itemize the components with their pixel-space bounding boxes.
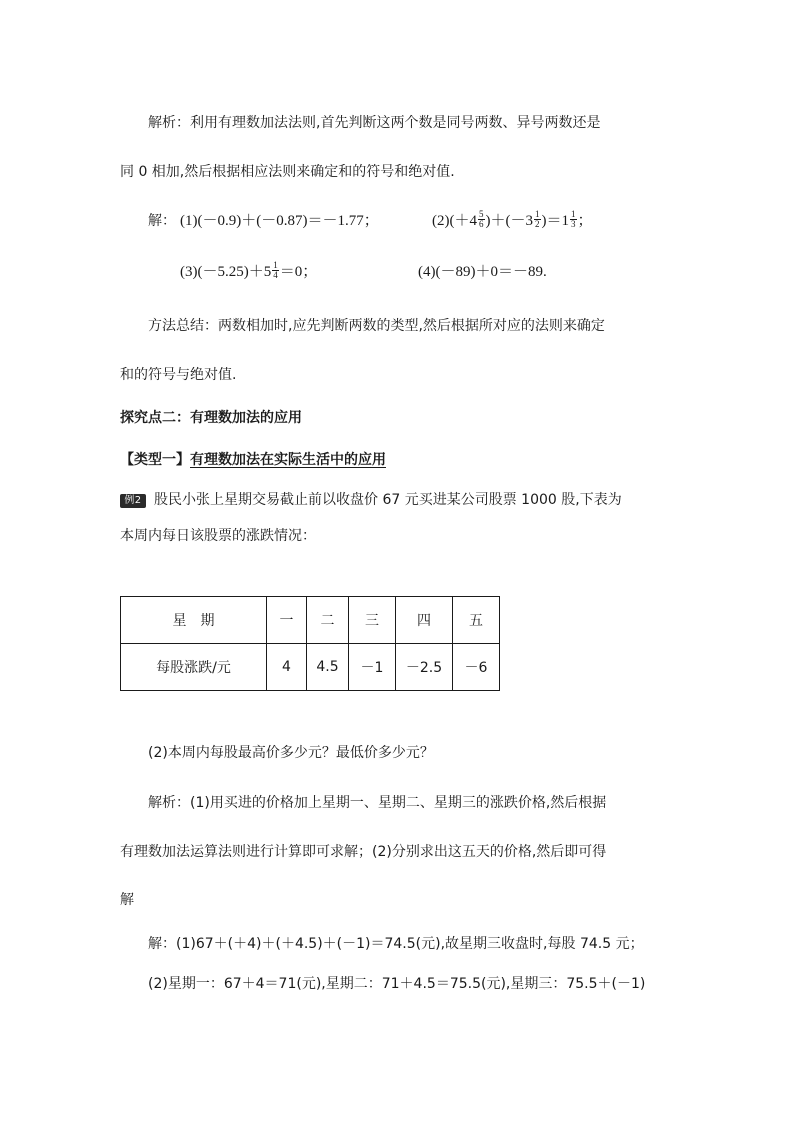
table-cell: 4.5 [307,644,349,691]
fraction-numerator: 1 [535,209,540,220]
analysis-line-2: 同 0 相加,然后根据相应法则来确定和的符号和绝对值. [120,164,455,180]
equation-3 [180,262,317,282]
solution2-line-1: 解：(1)67＋(＋4)＋(＋4.5)＋(－1)＝74.5(元),故星期三收盘时,每股 74.5 元； [148,936,644,952]
table-cell: 4 [267,644,307,691]
table-header-row [121,597,500,644]
equation-2-part: )＝1 [541,213,569,229]
fraction-denominator: 6 [479,219,484,230]
type-label: 【类型一】 [120,452,190,468]
equation-2-part: (2)(＋4 [432,213,477,229]
method-line-1: 方法总结：两数相加时,应先判断两数的类型,然后根据所对应的法则来确定 [148,318,605,334]
fraction-numerator: 1 [571,209,576,220]
stock-change-table [120,596,500,691]
table-cell: －6 [453,644,500,691]
fraction-denominator: 4 [273,270,278,281]
example-line-1 [120,490,622,510]
solution-label: 解： [148,213,176,229]
table-cell: 二 [307,597,349,644]
analysis2-line-1: 解析：(1)用买进的价格加上星期一、星期二、星期三的涨跌价格,然后根据 [148,795,607,811]
equation-4: (4)(－89)＋0＝－89. [418,264,547,280]
type-heading [120,450,386,470]
fraction-denominator: 3 [571,219,576,230]
equation-2 [432,211,593,231]
fraction-numerator: 1 [273,260,278,271]
section-heading: 探究点二：有理数加法的应用 [120,410,302,426]
example-text: 股民小张上星期交易截止前以收盘价 67 元买进某公司股票 1000 股,下表为 [154,492,622,508]
table-cell: 每股涨跌/元 [121,644,267,691]
table-row [121,644,500,691]
table-cell: 星 期 [121,597,267,644]
type-title: 有理数加法在实际生活中的应用 [190,452,386,468]
example-badge: 例2 [120,494,146,508]
equation-2-part: ； [577,213,593,229]
table-cell: －2.5 [396,644,453,691]
table-cell: 一 [267,597,307,644]
fraction [478,210,485,229]
fraction [272,261,279,280]
table-cell: 三 [349,597,396,644]
analysis2-line-3: 解 [120,892,134,908]
method-line-2: 和的符号与绝对值. [120,367,237,383]
analysis-line-1: 解析：利用有理数加法法则,首先判断这两个数是同号两数、异号两数还是 [148,115,601,131]
table-cell: 四 [396,597,453,644]
fraction-numerator: 5 [479,209,484,220]
equation-3-part: (3)(－5.25)＋5 [180,264,272,280]
fraction-denominator: 2 [535,219,540,230]
question-2: (2)本周内每股最高价多少元？最低价多少元？ [148,745,434,761]
table-cell: 五 [453,597,500,644]
table-cell: －1 [349,644,396,691]
fraction [570,210,577,229]
analysis2-line-2: 有理数加法运算法则进行计算即可求解；(2)分别求出这五天的价格,然后即可得 [120,844,607,860]
fraction [534,210,541,229]
solution2-line-2: (2)星期一：67＋4＝71(元),星期二：71＋4.5＝75.5(元),星期三：75.5＋(－1) [148,976,646,992]
equation-3-part: ＝0； [279,264,318,280]
example-line-2: 本周内每日该股票的涨跌情况： [120,528,316,544]
equation-1: (1)(－0.9)＋(－0.87)＝－1.77； [180,213,379,229]
equation-2-part: )＋(－3 [485,213,533,229]
